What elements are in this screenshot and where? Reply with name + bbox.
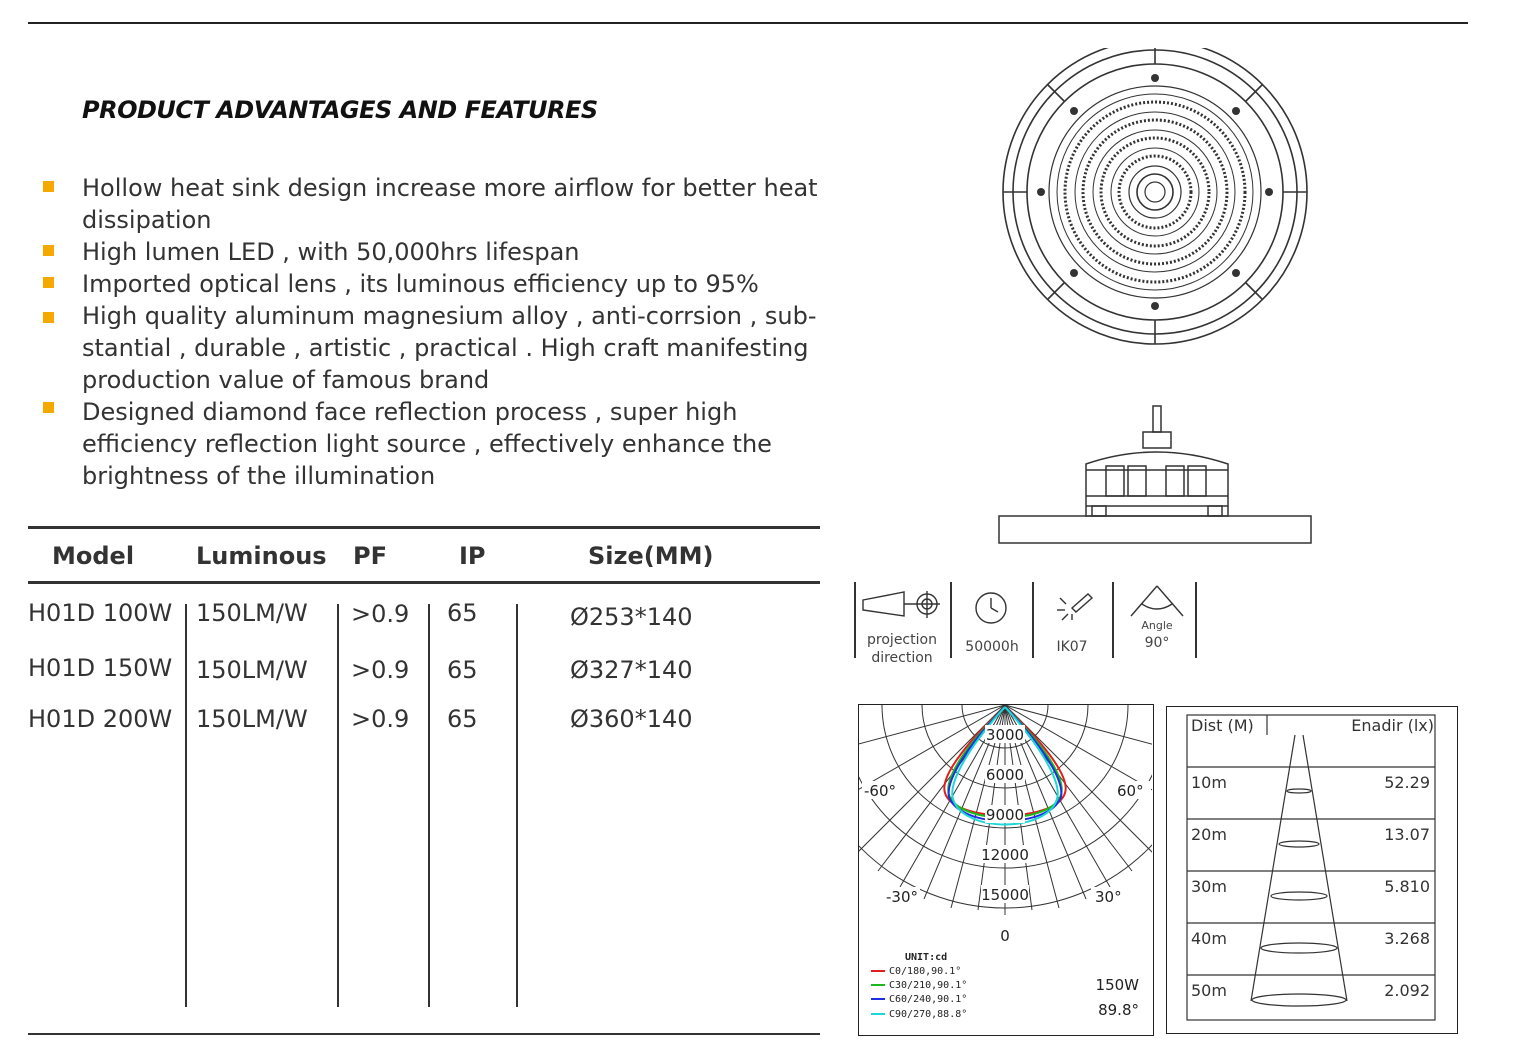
angle-value: 90° (1144, 635, 1170, 651)
column-divider (337, 604, 339, 1007)
dist-value: 10m (1191, 773, 1227, 792)
dist-value: 50m (1191, 981, 1227, 1000)
table-top-rule (28, 526, 820, 529)
angle-label: 60° (1117, 782, 1144, 800)
unit-label: UNIT:cd (905, 952, 948, 963)
polar-legend (871, 966, 967, 1020)
lux-value: 5.810 (1384, 877, 1430, 896)
bullet-square-icon (43, 181, 54, 192)
angle-label: -60° (864, 782, 896, 800)
ring-label: 12000 (981, 846, 1029, 864)
fixture-side-view-drawing (996, 400, 1316, 548)
lux-value: 3.268 (1384, 929, 1430, 948)
feature-item: Hollow heat sink design increase more airflow for better heat dissipation (40, 172, 830, 236)
col-header-pf: PF (353, 542, 387, 570)
fixture-top-view-drawing (996, 48, 1314, 366)
bullet-square-icon (43, 312, 54, 323)
feature-item: Imported optical lens , its luminous efficiency up to 95% (40, 268, 830, 300)
feature-item: High lumen LED , with 50,000hrs lifespan (40, 236, 830, 268)
col-header-lux: Enadir (lx) (1351, 716, 1434, 735)
beam-angle-icon (1128, 584, 1186, 620)
projection-caption: projection direction (867, 632, 937, 666)
lux-value: 2.092 (1384, 981, 1430, 1000)
lux-value: 13.07 (1384, 825, 1430, 844)
legend-entry: C90/270,88.8° (889, 1009, 968, 1020)
ring-label: 6000 (985, 766, 1025, 784)
projection-direction-icon (860, 588, 946, 624)
dist-value: 30m (1191, 877, 1227, 896)
col-header-model: Model (52, 542, 135, 570)
page-title: PRODUCT ADVANTAGES AND FEATURES (82, 96, 598, 124)
dist-value: 20m (1191, 825, 1227, 844)
angle-label: 30° (1095, 888, 1122, 906)
legend-entry: C0/180,90.1° (889, 966, 962, 977)
bullet-square-icon (43, 402, 54, 413)
ring-label: 9000 (985, 806, 1025, 824)
legend-entry: C60/240,90.1° (889, 994, 968, 1005)
polar-candela-diagram (859, 705, 1152, 1033)
top-divider (28, 22, 1468, 24)
ring-label-zero: 0 (1000, 927, 1010, 945)
col-header-size: Size(MM) (588, 542, 714, 570)
lifespan-label: 50000h (965, 639, 1019, 655)
bullet-square-icon (43, 277, 54, 288)
power-label: 150W (1095, 976, 1139, 994)
table-bottom-rule (28, 1033, 820, 1035)
feature-item: High quality aluminum magnesium alloy , anti-corrsion , sub- stantial , durable , artistic , practical . High craft manifesting production value of famous brand (40, 300, 830, 396)
feature-list (40, 172, 830, 492)
column-divider (428, 604, 430, 1007)
bullet-square-icon (43, 245, 54, 256)
lux-value: 52.29 (1384, 773, 1430, 792)
ring-label: 3000 (985, 726, 1025, 744)
col-header-ip: IP (459, 542, 486, 570)
ik-rating-label: IK07 (1056, 639, 1088, 655)
legend-entry: C30/210,90.1° (889, 980, 968, 991)
column-divider (185, 604, 187, 1007)
beam-label: 89.8° (1098, 1001, 1139, 1019)
impact-hammer-icon (1054, 590, 1094, 624)
col-header-luminous: Luminous (196, 542, 327, 570)
column-divider (516, 604, 518, 1007)
ring-label: 15000 (981, 886, 1029, 904)
dist-value: 40m (1191, 929, 1227, 948)
table-header-rule (28, 581, 820, 584)
angle-caption: Angle (1141, 619, 1173, 632)
feature-item: Designed diamond face reflection process , super high efficiency reflection light source , effectively enhance the brightness of the illumination (40, 396, 830, 492)
col-header-dist: Dist (M) (1191, 716, 1254, 735)
clock-icon (973, 590, 1009, 626)
angle-label: -30° (886, 888, 918, 906)
